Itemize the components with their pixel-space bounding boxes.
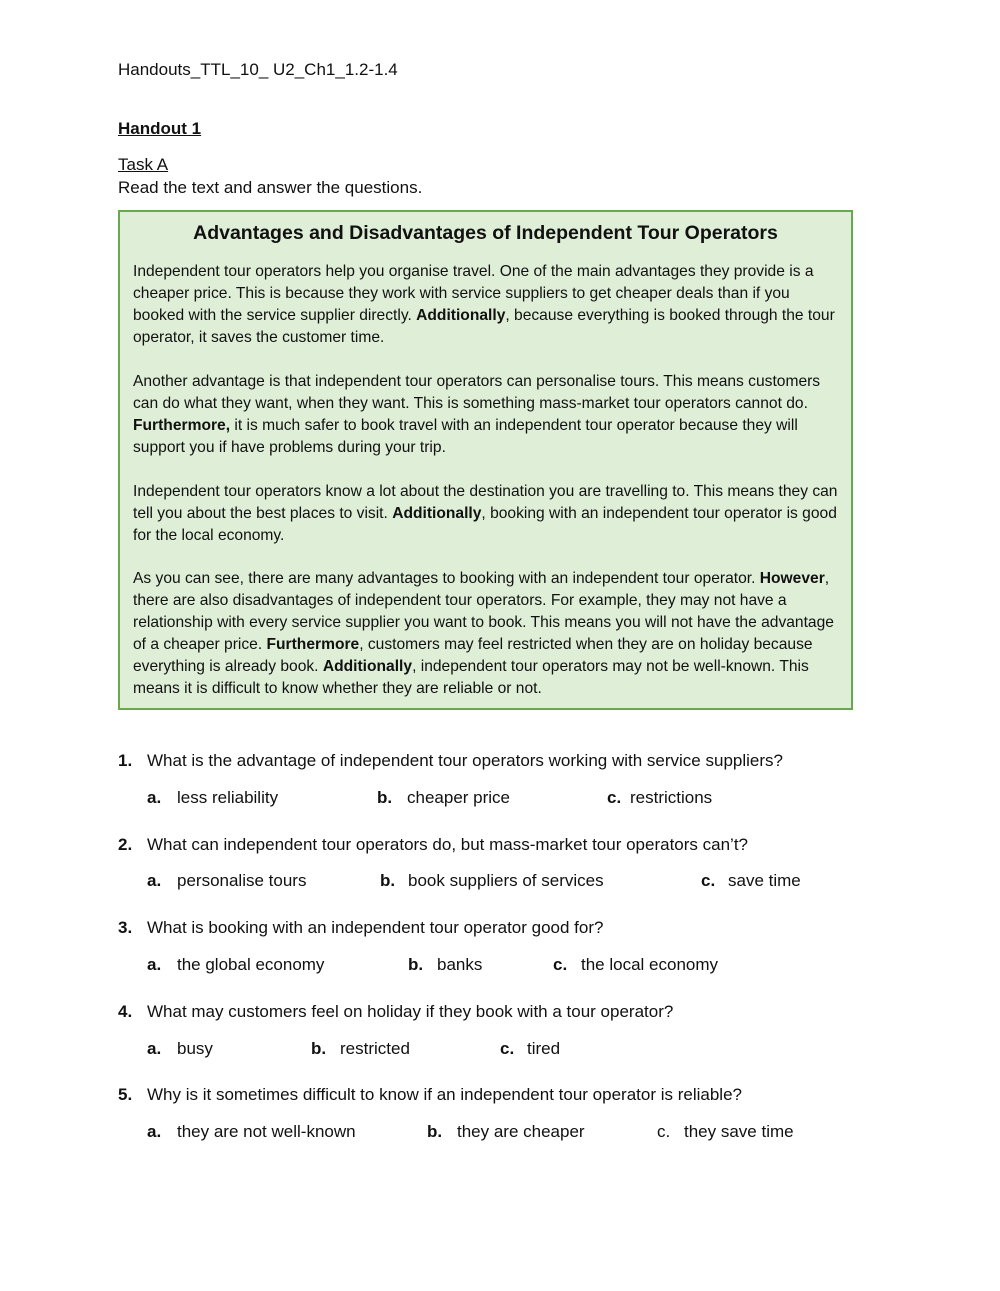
reading-title: Advantages and Disadvantages of Independent Tour Operators bbox=[193, 222, 778, 244]
option-text: they save time bbox=[684, 1122, 794, 1141]
question-text: What can independent tour operators do, but mass-market tour operators can’t? bbox=[147, 835, 748, 854]
bold-linking-word: Additionally bbox=[392, 505, 482, 522]
bold-linking-word: Additionally bbox=[322, 658, 413, 675]
option-letter: c. bbox=[701, 871, 716, 890]
question-1 bbox=[118, 751, 783, 771]
option-4b[interactable] bbox=[311, 1039, 410, 1059]
option-text: cheaper price bbox=[407, 788, 511, 807]
option-text: they are cheaper bbox=[457, 1122, 585, 1141]
question-3 bbox=[118, 918, 603, 938]
option-letter: a. bbox=[147, 871, 162, 890]
option-letter: b. bbox=[311, 1039, 327, 1058]
bold-linking-word: Furthermore, bbox=[133, 417, 231, 434]
question-text: Why is it sometimes difficult to know if an independent tour operator is reliable? bbox=[147, 1085, 742, 1104]
question-text: What is booking with an independent tour operator good for? bbox=[147, 918, 604, 937]
option-text: personalise tours bbox=[177, 871, 307, 890]
question-number: 2. bbox=[118, 835, 133, 854]
option-5a[interactable] bbox=[147, 1122, 356, 1142]
option-4c[interactable] bbox=[500, 1039, 560, 1059]
question-2 bbox=[118, 835, 748, 855]
option-letter: c. bbox=[607, 788, 622, 807]
paragraph-text: , booking with an independent tour operator is good for the local economy. bbox=[133, 505, 837, 544]
paragraph-text: , independent tour operators may not be well-known. This means it is difficult to know whether they are reliable or not. bbox=[133, 658, 809, 697]
option-text: the global economy bbox=[177, 955, 325, 974]
paragraph-text: it is much safer to book travel with an independent tour operator because they will support you if have problems during your trip. bbox=[133, 417, 798, 456]
option-letter: c. bbox=[657, 1122, 671, 1141]
option-3a[interactable] bbox=[147, 955, 324, 975]
task-label: Task A bbox=[118, 155, 169, 174]
option-1a[interactable] bbox=[147, 788, 278, 808]
option-letter: a. bbox=[147, 955, 162, 974]
option-text: save time bbox=[728, 871, 801, 890]
option-text: less reliability bbox=[177, 788, 279, 807]
document-header: Handouts_TTL_10_ U2_Ch1_1.2-1.4 bbox=[118, 60, 398, 79]
reading-paragraph bbox=[133, 261, 845, 349]
option-1c[interactable] bbox=[607, 788, 712, 808]
paragraph-text: Another advantage is that independent tour operators can personalise tours. This means customers can do what they want, when they want. This is something mass-market tour operators cannot do. bbox=[133, 373, 821, 412]
option-letter: a. bbox=[147, 1039, 162, 1058]
question-number: 1. bbox=[118, 751, 133, 770]
paragraph-text: Independent tour operators know a lot about the destination you are travelling to. This means they can tell you about the best places to visit. bbox=[133, 483, 838, 522]
question-text: What is the advantage of independent tour operators working with service suppliers? bbox=[147, 751, 783, 770]
question-4 bbox=[118, 1002, 673, 1022]
reading-paragraph bbox=[133, 481, 845, 547]
reading-text-box bbox=[118, 210, 853, 710]
paragraph-text: Independent tour operators help you organise travel. One of the main advantages they provide is a cheaper price. This is because they work with service suppliers to get cheaper deals than if you booked with the service supplier directly. bbox=[133, 263, 814, 324]
question-number: 5. bbox=[118, 1085, 133, 1104]
option-letter: b. bbox=[427, 1122, 443, 1141]
option-letter: a. bbox=[147, 1122, 162, 1141]
question-number: 3. bbox=[118, 918, 133, 937]
option-text: the local economy bbox=[581, 955, 719, 974]
question-number: 4. bbox=[118, 1002, 133, 1021]
option-text: banks bbox=[437, 955, 483, 974]
option-2a[interactable] bbox=[147, 871, 306, 891]
paragraph-text: , there are also disadvantages of independent tour operators. For example, they may not have a relationship with every service supplier you want to book. This means you will not have the advantage of a cheaper price. bbox=[133, 570, 834, 653]
paragraph-text: As you can see, there are many advantages to booking with an independent tour operator. bbox=[133, 570, 760, 587]
bold-linking-word: However bbox=[759, 570, 825, 587]
option-letter: b. bbox=[380, 871, 396, 890]
option-letter: c. bbox=[553, 955, 568, 974]
paragraph-text: , customers may feel restricted when they are on holiday because everything is already book. bbox=[133, 636, 813, 675]
option-letter: c. bbox=[500, 1039, 515, 1058]
bold-linking-word: Furthermore bbox=[266, 636, 360, 653]
option-2c[interactable] bbox=[701, 871, 801, 891]
option-letter: b. bbox=[408, 955, 424, 974]
option-4a[interactable] bbox=[147, 1039, 213, 1059]
option-text: restrictions bbox=[630, 788, 713, 807]
option-text: tired bbox=[527, 1039, 561, 1058]
option-2b[interactable] bbox=[380, 871, 604, 891]
option-5c[interactable] bbox=[657, 1122, 794, 1142]
question-text: What may customers feel on holiday if they book with a tour operator? bbox=[147, 1002, 674, 1021]
option-text: they are not well-known bbox=[177, 1122, 356, 1141]
option-letter: a. bbox=[147, 788, 162, 807]
option-letter: b. bbox=[377, 788, 393, 807]
option-3b[interactable] bbox=[408, 955, 482, 975]
option-text: book suppliers of services bbox=[408, 871, 604, 890]
option-5b[interactable] bbox=[427, 1122, 585, 1142]
handout-title: Handout 1 bbox=[118, 119, 202, 138]
option-text: busy bbox=[177, 1039, 213, 1058]
paragraph-text: , because everything is booked through the tour operator, it saves the customer time. bbox=[133, 307, 835, 346]
question-5 bbox=[118, 1085, 742, 1105]
reading-paragraph bbox=[133, 568, 845, 700]
option-1b[interactable] bbox=[377, 788, 510, 808]
option-3c[interactable] bbox=[553, 955, 718, 975]
option-text: restricted bbox=[340, 1039, 410, 1058]
reading-paragraph bbox=[133, 371, 845, 459]
bold-linking-word: Additionally bbox=[416, 307, 506, 324]
task-instruction: Read the text and answer the questions. bbox=[118, 178, 423, 197]
